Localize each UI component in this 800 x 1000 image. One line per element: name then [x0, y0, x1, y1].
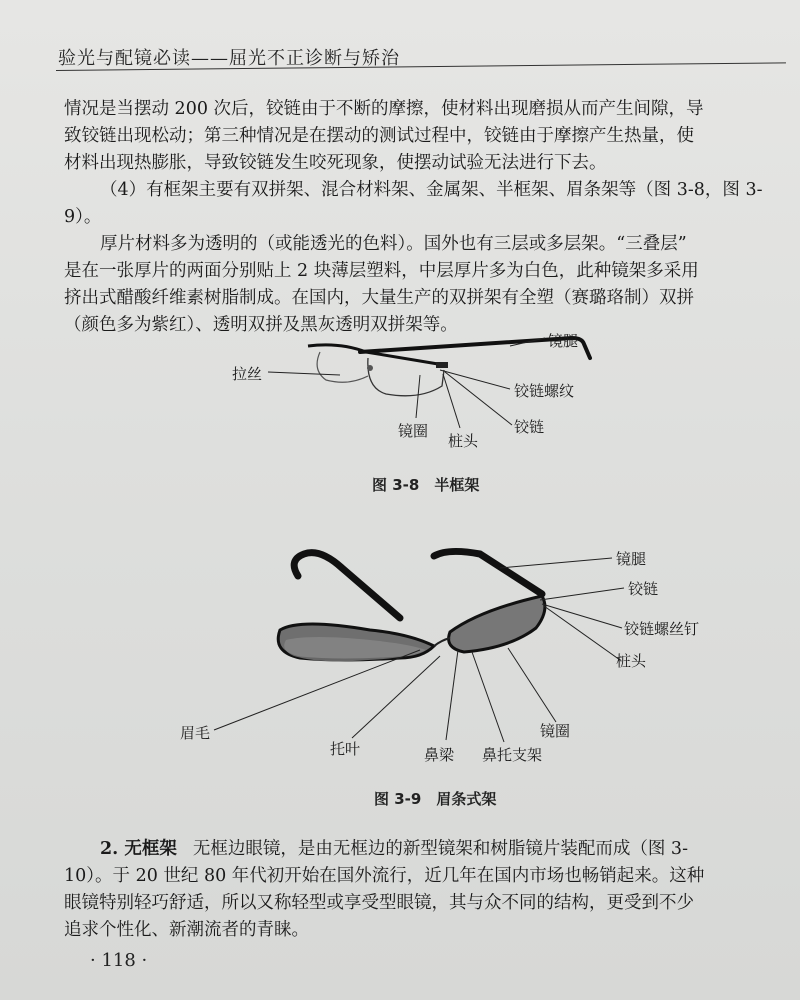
paragraph-line	[100, 836, 688, 863]
figure-2-caption: 图 3-9 眉条式架	[374, 790, 497, 808]
label-endpiece: 桩头	[448, 432, 479, 450]
paragraph-line: 是在一张厚片的两面分别贴上 2 块薄层塑料，中层厚片多为白色，此种镜架多采用	[64, 261, 699, 281]
label-rim: 镜圈	[398, 422, 429, 440]
section-heading: 2. 无框架	[100, 839, 177, 859]
figure-1-caption: 图 3-8 半框架	[372, 476, 480, 494]
paragraph-line: 10）。于 20 世纪 80 年代初开始在国外流行，近几年在国内市场也畅销起来。这种	[64, 866, 705, 886]
label-wire: 拉丝	[232, 365, 263, 383]
paragraph-line: 厚片材料多为透明的（或能透光的色料）。国外也有三层或多层架。“三叠层”	[100, 234, 687, 254]
label-rim-2: 镜圈	[540, 722, 571, 740]
paragraph-line: 材料出现热膨胀，导致铰链发生咬死现象，使摆动试验无法进行下去。	[64, 153, 607, 173]
paragraph-line: 情况是当摆动 200 次后，铰链由于不断的摩擦，使材料出现磨损从而产生间隙，导	[64, 99, 704, 119]
label-brow: 眉毛	[180, 724, 211, 742]
page-number: · 118 ·	[90, 950, 148, 971]
running-header: 验光与配镜必读——屈光不正诊断与矫治	[58, 48, 400, 69]
label-hinge-screw-2: 铰链螺丝钉	[624, 620, 700, 638]
paragraph-line: （颜色多为紫红）、透明双拼及黑灰透明双拼架等。	[64, 315, 458, 335]
paragraph-line: 9）。	[64, 207, 102, 227]
label-pad-arm: 鼻托支架	[482, 746, 543, 764]
label-hinge: 铰链	[514, 418, 545, 436]
label-bridge: 鼻梁	[424, 746, 455, 764]
paragraph-line: 追求个性化、新潮流者的青睐。	[64, 920, 309, 940]
paragraph-line: 致铰链出现松动；第三种情况是在摆动的测试过程中，铰链由于摩擦产生热量，使	[64, 126, 694, 146]
label-temple: 镜腿	[548, 332, 579, 350]
label-hinge-screw: 铰链螺纹	[514, 382, 575, 400]
label-nose-pad: 托叶	[330, 740, 361, 758]
label-endpiece-2: 桩头	[616, 652, 647, 670]
label-hinge-2: 铰链	[628, 580, 659, 598]
paragraph-line: （4）有框架主要有双拼架、混合材料架、金属架、半框架、眉条架等（图 3-8，图 3-	[100, 180, 763, 200]
paragraph-line: 挤出式醋酸纤维素树脂制成。在国内，大量生产的双拼架有全塑（赛璐珞制）双拼	[64, 288, 694, 308]
section-text: 无框边眼镜，是由无框边的新型镜架和树脂镜片装配而成（图 3-	[192, 839, 688, 859]
paragraph-line: 眼镜特别轻巧舒适，所以又称轻型或享受型眼镜，其与众不同的结构，更受到不少	[64, 893, 694, 913]
label-temple-2: 镜腿	[616, 550, 647, 568]
